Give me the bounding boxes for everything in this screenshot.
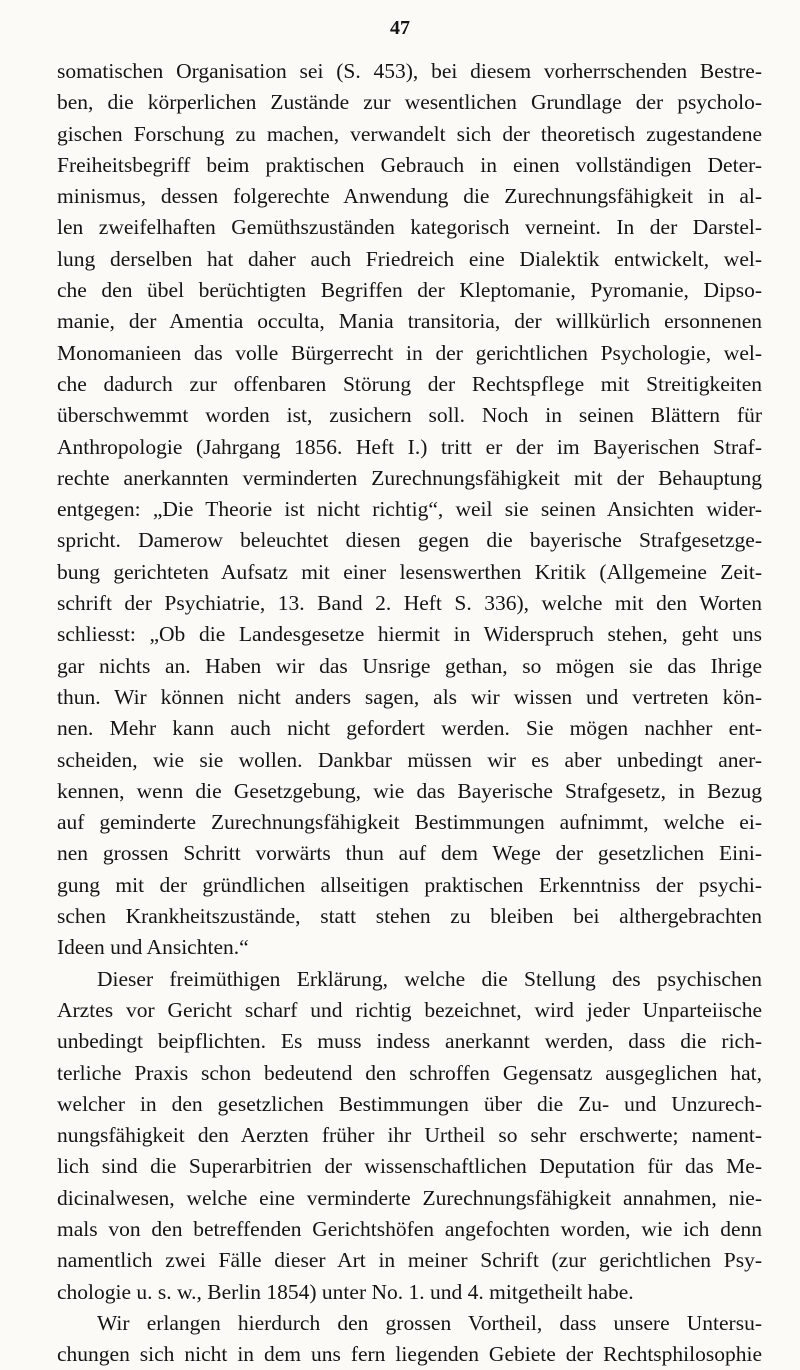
text-line: Freiheitsbegriff beim praktischen Gebrauch in einen vollständigen Deter- [57,152,762,177]
text-line: schrift der Psychiatrie, 13. Band 2. Heft S. 336), welche mit den Worten [57,591,762,616]
text-line: gar nichts an. Haben wir das Unsrige gethan, so mögen sie das Ihrige [57,653,762,678]
text-line: che den übel berüchtigten Begriffen der Kleptomanie, Pyromanie, Dipso- [57,278,762,303]
text-line: chologie u. s. w., Berlin 1854) unter No. 1. und 4. mitgetheilt habe. [57,1279,634,1304]
text-line: gung mit der gründlichen allseitigen praktischen Erkenntniss der psychi- [57,872,762,897]
text-line: überschwemmt worden ist, zusichern soll. Noch in seinen Blättern für [57,403,762,428]
text-line: Monomanieen das volle Bürgerrecht in der gerichtlichen Psychologie, wel- [57,340,762,365]
text-line: schen Krankheitszustände, statt stehen zu bleiben bei althergebrachten [57,904,762,929]
text-line: len zweifelhaften Gemüthszuständen kategorisch verneint. In der Darstel- [57,215,762,240]
text-line: Dieser freimüthigen Erklärung, welche die Stellung des psychischen [97,966,762,991]
text-line: nen. Mehr kann auch nicht gefordert werden. Sie mögen nachher ent- [57,716,762,741]
text-line: ben, die körperlichen Zustände zur wesentlichen Grundlage der psycholo- [57,90,762,115]
text-line: gischen Forschung zu machen, verwandelt sich der theoretisch zugestandene [57,121,762,146]
text-line: auf geminderte Zurechnungsfähigkeit Bestimmungen aufnimmt, welche ei- [57,810,762,835]
text-line: spricht. Damerow beleuchtet diesen gegen die bayerische Strafgesetzge- [57,528,762,553]
text-line: lung derselben hat daher auch Friedreich eine Dialektik entwickelt, wel- [57,246,762,271]
text-line: namentlich zwei Fälle dieser Art in meiner Schrift (zur gerichtlichen Psy- [57,1248,762,1273]
text-line: Anthropologie (Jahrgang 1856. Heft I.) tritt er der im Bayerischen Straf- [57,434,762,459]
text-line: kennen, wenn die Gesetzgebung, wie das Bayerische Strafgesetz, in Bezug [57,778,762,803]
text-line: nen grossen Schritt vorwärts thun auf dem Wege der gesetzlichen Eini- [57,841,762,866]
body-text [57,56,762,1370]
text-line: Wir erlangen hierdurch den grossen Vortheil, dass unsere Untersu- [97,1310,762,1335]
text-line: unbedingt beipflichten. Es muss indess anerkannt werden, dass die rich- [57,1029,762,1054]
text-line: schliesst: „Ob die Landesgesetze hiermit in Widerspruch stehen, geht uns [57,622,762,647]
text-line: Ideen und Ansichten.“ [57,935,249,960]
text-line: che dadurch zur offenbaren Störung der Rechtspflege mit Streitigkeiten [57,371,762,396]
text-line: minismus, dessen folgerechte Anwendung die Zurechnungsfähigkeit in al- [57,184,762,209]
text-line: rechte anerkannten verminderten Zurechnungsfähigkeit mit der Behauptung [57,465,762,490]
text-line: welcher in den gesetzlichen Bestimmungen über die Zu- und Unzurech- [57,1091,762,1116]
text-line: bung gerichteten Aufsatz mit einer lesenswerthen Kritik (Allgemeine Zeit- [57,559,762,584]
text-line: mals von den betreffenden Gerichtshöfen angefochten worden, wie ich denn [57,1216,762,1241]
page-number: 47 [390,17,410,39]
text-line: somatischen Organisation sei (S. 453), bei diesem vorherrschenden Bestre- [57,59,762,83]
text-line: nungsfähigkeit den Aerzten früher ihr Urtheil so sehr erschwerte; nament- [57,1123,762,1148]
text-line: scheiden, wie sie wollen. Dankbar müssen wir es aber unbedingt aner- [57,747,762,772]
text-line: entgegen: „Die Theorie ist nicht richtig“, weil sie seinen Ansichten wider- [57,497,762,522]
text-line: manie, der Amentia occulta, Mania transitoria, der willkürlich ersonnenen [57,309,762,334]
text-line: thun. Wir können nicht anders sagen, als wir wissen und vertreten kön- [57,684,762,709]
text-line: terliche Praxis schon bedeutend den schroffen Gegensatz ausgeglichen hat, [57,1060,762,1085]
text-line: chungen sich nicht in dem uns fern liegenden Gebiete der Rechtsphilosophie [57,1342,762,1367]
text-line: lich sind die Superarbitrien der wissenschaftlichen Deputation für das Me- [57,1154,762,1179]
text-line: Arztes vor Gericht scharf und richtig bezeichnet, wird jeder Unparteiische [57,997,762,1022]
text-line: dicinalwesen, welche eine verminderte Zurechnungsfähigkeit annahmen, nie- [57,1185,762,1210]
